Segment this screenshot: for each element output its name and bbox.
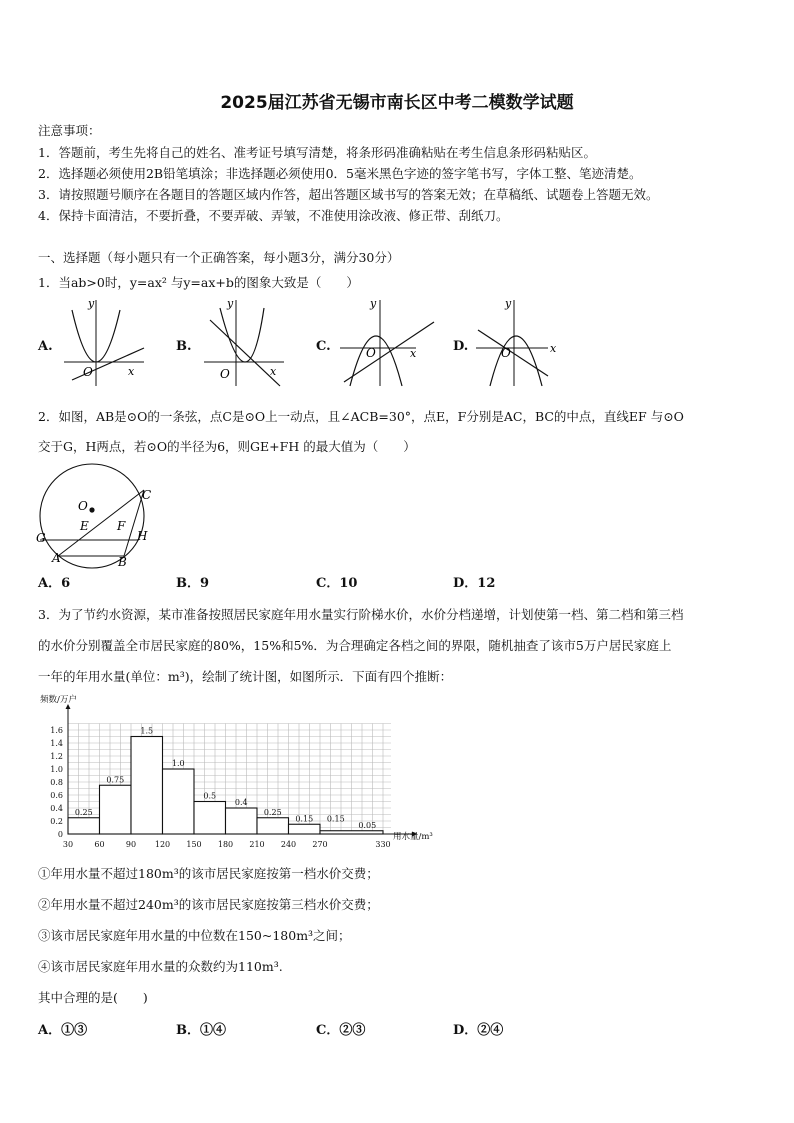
q3-statement-2: ②年用水量不超过240m³的该市居民家庭按第三档水价交费； bbox=[38, 897, 379, 912]
bar-value-label: 0.4 bbox=[234, 798, 248, 807]
y-axis-label: y bbox=[227, 297, 234, 310]
label-f: F bbox=[117, 519, 126, 533]
notice-item-3: 3．请按照题号顺序在各题目的答题区域内作答，超出答题区域书写的答案无效；在草稿纸、试题卷上答题无效。 bbox=[38, 187, 659, 202]
x-tick-label: 210 bbox=[249, 840, 265, 849]
histogram-bar bbox=[194, 802, 226, 835]
x-tick-label: 330 bbox=[375, 840, 391, 849]
page-title: 2025届江苏省无锡市南长区中考二模数学试题 bbox=[220, 93, 574, 113]
bar-value-label: 0.25 bbox=[263, 807, 282, 817]
q1-graph-c bbox=[336, 296, 440, 388]
y-axis-title: 频数/万户 bbox=[40, 695, 77, 705]
y-tick-label: 0.8 bbox=[50, 778, 63, 787]
water-usage-histogram bbox=[36, 692, 433, 852]
y-tick-label: 0.6 bbox=[50, 791, 63, 800]
q3-question: 其中合理的是( ) bbox=[38, 990, 148, 1005]
y-tick-label: 0.2 bbox=[50, 817, 63, 826]
x-axis-label: x bbox=[270, 365, 277, 378]
y-tick-label: 1.6 bbox=[50, 726, 63, 735]
histogram-bar bbox=[131, 737, 163, 835]
q2-circle-figure bbox=[34, 458, 158, 570]
x-tick-label: 90 bbox=[125, 840, 137, 849]
origin-label: O bbox=[220, 367, 230, 381]
histogram-bar bbox=[257, 818, 289, 834]
notice-item-1: 1．答题前，考生先将自己的姓名、准考证号填写清楚，将条形码准确粘贴在考生信息条形码粘贴区。 bbox=[38, 145, 596, 160]
x-axis-label: x bbox=[128, 365, 135, 378]
q1-option-b: B. bbox=[176, 339, 192, 354]
q1-graph-a bbox=[58, 296, 150, 388]
q3-option-b: B．①④ bbox=[176, 1023, 226, 1038]
bar-value-label: 0.5 bbox=[203, 791, 217, 801]
q3-option-c: C．②③ bbox=[316, 1023, 366, 1038]
origin-label: O bbox=[501, 346, 511, 360]
bar-value-label: 0.15 bbox=[295, 814, 314, 824]
y-axis-label: y bbox=[370, 297, 377, 310]
y-tick-label: 0 bbox=[57, 830, 63, 839]
x-axis-label: x bbox=[410, 347, 417, 360]
q3-statement-1: ①年用水量不超过180m³的该市居民家庭按第一档水价交费； bbox=[38, 866, 379, 881]
q2-stem-1: 2．如图，AB是⊙O的一条弦，点C是⊙O上一动点，且∠ACB=30°，点E，F分别是AC，BC的中点，直线EF 与⊙O bbox=[38, 409, 684, 424]
label-e: E bbox=[80, 519, 89, 533]
q1-option-a: A. bbox=[38, 339, 53, 354]
y-axis-label: y bbox=[505, 297, 512, 310]
q1-option-c: C. bbox=[316, 339, 331, 354]
bar-value-label: 1.0 bbox=[171, 759, 185, 768]
q2-option-a: A．6 bbox=[38, 576, 71, 591]
q1-graph-d bbox=[472, 296, 564, 388]
q3-stem-1: 3．为了节约水资源，某市准备按照居民家庭年用水量实行阶梯水价，水价分档递增，计划使第一档、第二档和第三档 bbox=[38, 607, 684, 622]
histogram-bar bbox=[226, 808, 258, 834]
x-axis-title: 用水量/m³ bbox=[393, 832, 433, 842]
y-tick-label: 1.4 bbox=[50, 739, 63, 748]
q2-option-c: C．10 bbox=[316, 576, 358, 591]
x-tick-label: 120 bbox=[154, 840, 171, 849]
histogram-bar bbox=[100, 785, 132, 834]
q1-stem: 1．当ab>0时，y=ax² 与y=ax+b的图象大致是（ ） bbox=[38, 275, 359, 290]
q3-statement-3: ③该市居民家庭年用水量的中位数在150~180m³之间； bbox=[38, 928, 351, 943]
x-axis-label: x bbox=[550, 342, 557, 355]
q3-stem-3: 一年的年用水量(单位：m³)，绘制了统计图，如图所示．下面有四个推断： bbox=[38, 669, 453, 684]
x-tick-label: 240 bbox=[280, 840, 297, 849]
q3-option-d: D．②④ bbox=[453, 1023, 504, 1038]
y-axis-label: y bbox=[88, 297, 95, 310]
label-b: B bbox=[118, 555, 127, 569]
histogram-bar bbox=[320, 831, 383, 834]
origin-label: O bbox=[83, 365, 93, 379]
notice-item-4: 4．保持卡面清洁，不要折叠，不要弄破、弄皱，不准使用涂改液、修正带、刮纸刀。 bbox=[38, 208, 509, 223]
section-heading: 一、选择题（每小题只有一个正确答案，每小题3分，满分30分） bbox=[38, 250, 400, 265]
histogram-bar bbox=[68, 818, 100, 834]
q2-option-b: B．9 bbox=[176, 576, 210, 591]
q2-stem-2: 交于G，H两点，若⊙O的半径为6，则GE+FH 的最大值为（ ） bbox=[38, 439, 416, 454]
bar-value-label: 0.75 bbox=[106, 775, 125, 785]
notice-item-2: 2．选择题必须使用2B铅笔填涂；非选择题必须使用0．5毫米黑色字迹的签字笔书写，字体工整、笔迹清楚。 bbox=[38, 166, 642, 181]
x-tick-label: 180 bbox=[217, 840, 234, 849]
label-g: G bbox=[36, 531, 46, 545]
label-h: H bbox=[137, 529, 148, 543]
q3-option-a: A．①③ bbox=[38, 1023, 88, 1038]
q3-stem-2: 的水价分别覆盖全市居民家庭的80%，15%和5%．为合理确定各档之间的界限，随机抽查了该市5万户居民家庭上 bbox=[38, 638, 672, 653]
bar-value-label: 0.25 bbox=[74, 807, 93, 817]
y-tick-label: 1.0 bbox=[50, 765, 63, 774]
y-tick-label: 1.2 bbox=[50, 752, 63, 761]
bar-value-label: 0.05 bbox=[358, 820, 377, 830]
histogram-bar bbox=[289, 824, 321, 834]
notice-heading: 注意事项： bbox=[38, 123, 101, 138]
bar-value-label: 1.5 bbox=[140, 726, 154, 736]
q3-statement-4: ④该市居民家庭年用水量的众数约为110m³. bbox=[38, 959, 283, 974]
bar-value-label: 0.15 bbox=[326, 814, 345, 824]
q1-option-d: D. bbox=[453, 339, 469, 354]
y-tick-label: 0.4 bbox=[50, 804, 63, 813]
x-tick-label: 30 bbox=[62, 840, 74, 849]
q1-graph-b bbox=[200, 296, 292, 388]
histogram-bar bbox=[163, 769, 195, 834]
origin-label: O bbox=[366, 346, 376, 360]
label-a: A bbox=[52, 551, 61, 565]
label-c: C bbox=[142, 488, 152, 502]
x-tick-label: 60 bbox=[94, 840, 105, 849]
label-o: O bbox=[78, 499, 88, 513]
q2-option-d: D．12 bbox=[453, 576, 496, 591]
x-tick-label: 270 bbox=[312, 840, 328, 849]
x-tick-label: 150 bbox=[186, 840, 202, 849]
